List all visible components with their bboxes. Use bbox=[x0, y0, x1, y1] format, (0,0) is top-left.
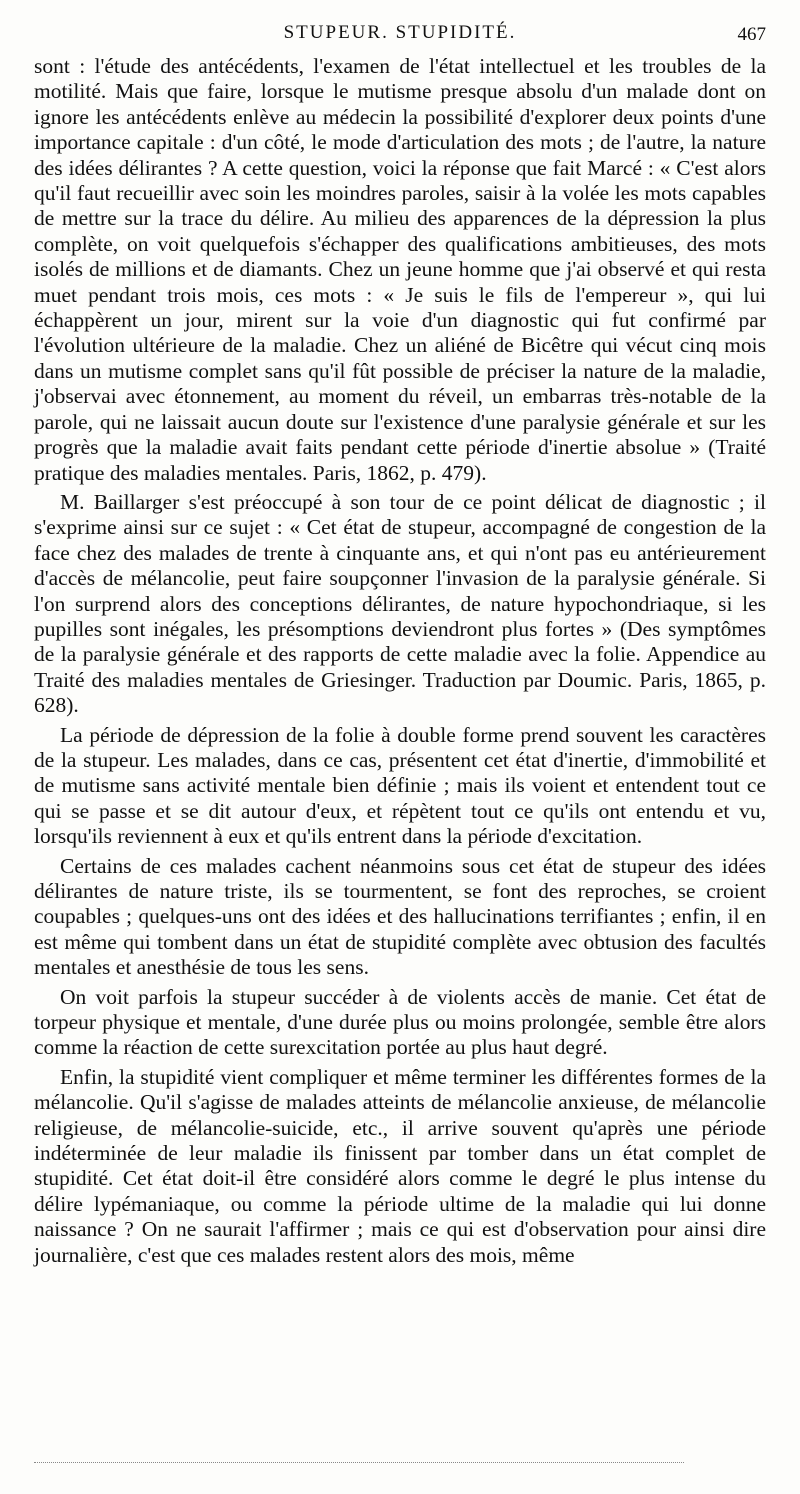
paragraph-continued: sont : l'étude des antécédents, l'examen de l'état intellectuel et les troubles de la motilité. Mais que faire, lorsque le mutisme presque absolu d'un malade dont on ignore les antécédents enlève au médecin la possibilité d'explorer deux points d'une importance capitale : d'un côté, le mode d'articulation des mots ; de l'autre, la nature des idées délirantes ? A cette question, voici la réponse que fait Marcé : « C'est alors qu'il faut recueillir avec soin les moindres paroles, saisir à la volée les mots capables de mettre sur la trace du délire. Au milieu des apparences de la dépression la plus complète, on voit quelquefois s'échapper des qualifications ambitieuses, des mots isolés de millions et de diamants. Chez un jeune homme que j'ai observé et qui resta muet pendant trois mois, ces mots : « Je suis le fils de l'empereur », qui lui échappèrent un jour, mirent sur la voie d'un diagnostic qui fut confirmé par l'évolution ultérieure de la maladie. Chez un aliéné de Bicêtre qui vécut cinq mois dans un mutisme complet sans qu'il fût possible de préciser la nature de la maladie, j'observai avec étonnement, au moment du réveil, un embarras très-notable de la parole, qui ne laissait aucun doute sur l'existence d'une paralysie générale et sur les progrès que la maladie avait faits pendant cette période d'inertie absolue » (Traité pratique des maladies mentales. Paris, 1862, p. 479). bbox=[34, 54, 766, 485]
paragraph-certains-malades: Certains de ces malades cachent néanmoins sous cet état de stupeur des idées délirantes de nature triste, ils se tourmentent, se font des reproches, se croient coupables ; quelques-uns ont des idées et des hallucinations terrifiantes ; enfin, il en est même qui tombent dans un état de stupidité complète avec obtusion des facultés mentales et anesthésie de tous les sens. bbox=[34, 853, 766, 980]
running-head: STUPEUR. STUPIDITÉ. bbox=[283, 22, 517, 43]
body-text bbox=[34, 54, 766, 1268]
paragraph-melancolie: Enfin, la stupidité vient compliquer et même terminer les différentes formes de la mélancolie. Qu'il s'agisse de malades atteints de mélancolie anxieuse, de mélancolie religieuse, de mélancolie-suicide, etc., il arrive souvent qu'après une période indéterminée de leur maladie ils finissent par tomber dans un état complet de stupidité. Cet état doit-il être considéré alors comme le degré le plus intense du délire lypémaniaque, ou comme la période ultime de la maladie qui lui donne naissance ? On ne saurait l'affirmer ; mais ce qui est d'observation pour ainsi dire journalière, c'est que ces malades restent alors des mois, même bbox=[34, 1064, 766, 1267]
page-header bbox=[0, 22, 800, 46]
page-number: 467 bbox=[737, 24, 766, 45]
paragraph-folie-double-forme: La période de dépression de la folie à double forme prend souvent les caractères de la stupeur. Les malades, dans ce cas, présentent cet état d'inertie, d'immobilité et de mutisme sans activité mentale bien définie ; mais ils voient et entendent tout ce qui se passe et se dit autour d'eux, et répètent tout ce qu'ils ont entendu et vu, lorsqu'ils reviennent à eux et qu'ils entrent dans la période d'excitation. bbox=[34, 722, 766, 849]
paragraph-manie: On voit parfois la stupeur succéder à de violents accès de manie. Cet état de torpeur physique et mentale, d'une durée plus ou moins prolongée, semble être alors comme la réaction de cette surexcitation portée au plus haut degré. bbox=[34, 984, 766, 1060]
footer-rule bbox=[34, 1462, 684, 1463]
paragraph-baillarger: M. Baillarger s'est préoccupé à son tour de ce point délicat de diagnostic ; il s'exprime ainsi sur ce sujet : « Cet état de stupeur, accompagné de congestion de la face chez des malades de trente à cinquante ans, et qui n'ont pas eu antérieurement d'accès de mélancolie, peut faire soupçonner l'invasion de la paralysie générale. Si l'on surprend alors des conceptions délirantes, de nature hypochondriaque, si les pupilles sont inégales, les présomptions deviendront plus fortes » (Des symptômes de la paralysie générale et des rapports de cette maladie avec la folie. Appendice au Traité des maladies mentales de Griesinger. Traduction par Doumic. Paris, 1865, p. 628). bbox=[34, 489, 766, 718]
